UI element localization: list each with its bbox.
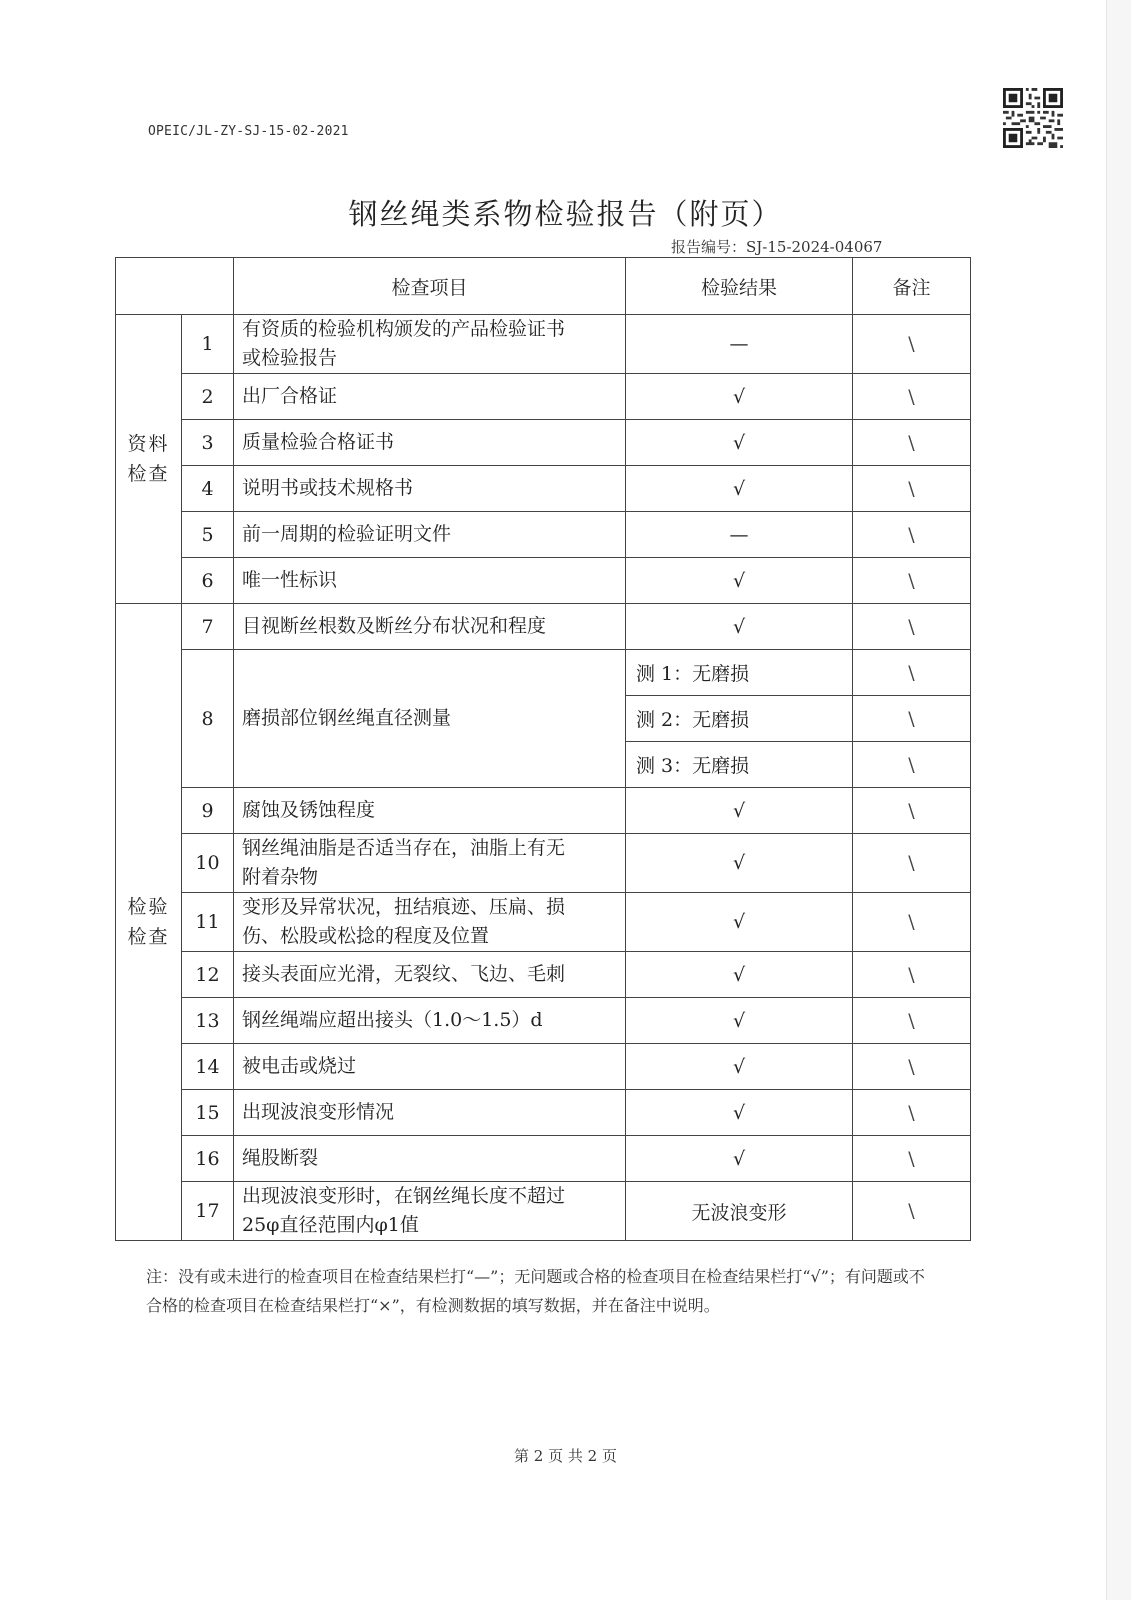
page-edge xyxy=(1106,0,1131,1600)
row-result: √ xyxy=(626,466,853,512)
table-row xyxy=(116,650,971,696)
row-number: 4 xyxy=(182,466,234,512)
page-footer: 第 2 页 共 2 页 xyxy=(514,1447,617,1465)
row-item: 磨损部位钢丝绳直径测量 xyxy=(234,650,626,788)
row-remark: \ xyxy=(853,998,971,1044)
table-row xyxy=(116,315,971,374)
row-remark: \ xyxy=(853,604,971,650)
row-item: 腐蚀及锈蚀程度 xyxy=(234,788,626,834)
row-item: 被电击或烧过 xyxy=(234,1044,626,1090)
row-remark: \ xyxy=(853,788,971,834)
row-item: 出厂合格证 xyxy=(234,374,626,420)
row-item: 出现波浪变形时，在钢丝绳长度不超过 25φ直径范围内φ1值 xyxy=(234,1182,626,1241)
row-result: √ xyxy=(626,374,853,420)
table-row xyxy=(116,893,971,952)
row-number: 2 xyxy=(182,374,234,420)
row-remark: \ xyxy=(853,893,971,952)
row-remark: \ xyxy=(853,952,971,998)
row-remark: \ xyxy=(853,315,971,374)
header-blank-cell xyxy=(116,258,234,315)
page-title: 钢丝绳类系物检验报告（附页） xyxy=(348,197,783,231)
row-item: 质量检验合格证书 xyxy=(234,420,626,466)
row-result: √ xyxy=(626,952,853,998)
row-item: 接头表面应光滑，无裂纹、飞边、毛刺 xyxy=(234,952,626,998)
category-inspection-check: 检验 检查 xyxy=(116,604,182,1241)
row-result: 无波浪变形 xyxy=(626,1182,853,1241)
row-remark: \ xyxy=(853,1182,971,1241)
header-result: 检验结果 xyxy=(626,258,853,315)
footnote: 注：没有或未进行的检查项目在检查结果栏打“—”；无问题或合格的检查项目在检查结果栏打“√”；有问题或不合格的检查项目在检查结果栏打“×”，有检测数据的填写数据，并在备注中说明。 xyxy=(146,1267,925,1315)
row-number: 10 xyxy=(182,834,234,893)
row-result: √ xyxy=(626,834,853,893)
row-item: 变形及异常状况，扭结痕迹、压扁、损 伤、松股或松捻的程度及位置 xyxy=(234,893,626,952)
row-result: √ xyxy=(626,893,853,952)
row-result: √ xyxy=(626,998,853,1044)
row-number: 5 xyxy=(182,512,234,558)
row-result: √ xyxy=(626,1044,853,1090)
row-result-measure-2: 测 2：无磨损 xyxy=(626,696,853,742)
row-remark: \ xyxy=(853,1136,971,1182)
row-result: √ xyxy=(626,604,853,650)
table-row xyxy=(116,952,971,998)
row-number: 14 xyxy=(182,1044,234,1090)
table-row xyxy=(116,998,971,1044)
row-item: 目视断丝根数及断丝分布状况和程度 xyxy=(234,604,626,650)
row-result: √ xyxy=(626,1136,853,1182)
row-number: 11 xyxy=(182,893,234,952)
row-remark: \ xyxy=(853,834,971,893)
document-code: OPEIC/JL-ZY-SJ-15-02-2021 xyxy=(148,124,349,139)
category-docs-check: 资料 检查 xyxy=(116,315,182,604)
inspection-table xyxy=(115,257,971,1241)
row-number: 1 xyxy=(182,315,234,374)
table-row xyxy=(116,420,971,466)
row-remark: \ xyxy=(853,1044,971,1090)
row-result-measure-3: 测 3：无磨损 xyxy=(626,742,853,788)
row-item: 前一周期的检验证明文件 xyxy=(234,512,626,558)
row-result: √ xyxy=(626,788,853,834)
row-item: 说明书或技术规格书 xyxy=(234,466,626,512)
row-remark: \ xyxy=(853,466,971,512)
table-row xyxy=(116,466,971,512)
qr-code-icon xyxy=(1003,88,1063,148)
row-item: 钢丝绳端应超出接头（1.0～1.5）d xyxy=(234,998,626,1044)
row-remark: \ xyxy=(853,650,971,696)
table-row xyxy=(116,1090,971,1136)
row-number: 12 xyxy=(182,952,234,998)
table-row xyxy=(116,1136,971,1182)
row-remark: \ xyxy=(853,512,971,558)
header-item: 检查项目 xyxy=(234,258,626,315)
table-row xyxy=(116,1182,971,1241)
table-row xyxy=(116,558,971,604)
row-number: 3 xyxy=(182,420,234,466)
row-result: √ xyxy=(626,558,853,604)
row-item: 出现波浪变形情况 xyxy=(234,1090,626,1136)
row-result-measure-1: 测 1：无磨损 xyxy=(626,650,853,696)
table-row xyxy=(116,1044,971,1090)
header-remark: 备注 xyxy=(853,258,971,315)
row-result: √ xyxy=(626,420,853,466)
table-row xyxy=(116,512,971,558)
row-remark: \ xyxy=(853,742,971,788)
row-item: 唯一性标识 xyxy=(234,558,626,604)
report-number: 报告编号：SJ-15-2024-04067 xyxy=(671,238,883,256)
row-number: 15 xyxy=(182,1090,234,1136)
row-number: 17 xyxy=(182,1182,234,1241)
table-row xyxy=(116,834,971,893)
row-result: — xyxy=(626,315,853,374)
row-number: 6 xyxy=(182,558,234,604)
row-number: 13 xyxy=(182,998,234,1044)
row-result: — xyxy=(626,512,853,558)
table-row xyxy=(116,788,971,834)
row-number: 7 xyxy=(182,604,234,650)
row-remark: \ xyxy=(853,558,971,604)
row-remark: \ xyxy=(853,374,971,420)
table-header-row xyxy=(116,258,971,315)
row-result: √ xyxy=(626,1090,853,1136)
row-number: 16 xyxy=(182,1136,234,1182)
row-item: 有资质的检验机构颁发的产品检验证书 或检验报告 xyxy=(234,315,626,374)
row-remark: \ xyxy=(853,1090,971,1136)
row-number: 9 xyxy=(182,788,234,834)
table-row xyxy=(116,604,971,650)
row-item: 钢丝绳油脂是否适当存在，油脂上有无 附着杂物 xyxy=(234,834,626,893)
table-row xyxy=(116,374,971,420)
row-remark: \ xyxy=(853,696,971,742)
row-number: 8 xyxy=(182,650,234,788)
row-item: 绳股断裂 xyxy=(234,1136,626,1182)
row-remark: \ xyxy=(853,420,971,466)
